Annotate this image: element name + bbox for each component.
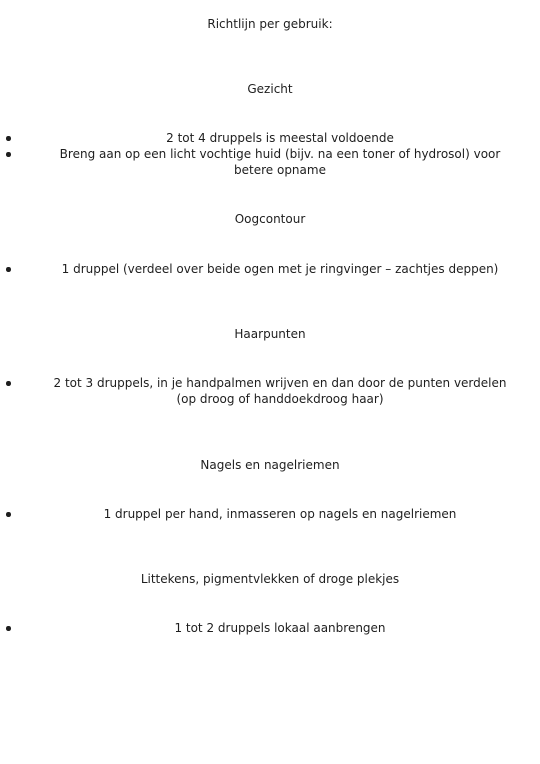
list-item-text: 1 druppel per hand, inmasseren op nagels en nagelriemen <box>103 507 457 521</box>
list-item-text: 2 tot 4 druppels is meestal voldoende <box>166 131 394 145</box>
list-item-text: 1 druppel (verdeel over beide ogen met je ringvinger – zachtjes deppen) <box>61 262 499 276</box>
bullet-icon <box>6 626 11 631</box>
bullet-icon <box>6 152 11 157</box>
section-heading-littekens: Littekens, pigmentvlekken of droge plekjes <box>140 572 400 586</box>
list-item <box>0 375 540 407</box>
section-heading-gezicht: Gezicht <box>247 82 293 96</box>
bullet-icon <box>6 136 11 141</box>
section-heading-oogcontour: Oogcontour <box>234 212 306 226</box>
page-title: Richtlijn per gebruik: <box>207 17 333 31</box>
bullet-icon <box>6 267 11 272</box>
section-heading-haarpunten: Haarpunten <box>234 327 306 341</box>
list-item-text: 1 tot 2 druppels lokaal aanbrengen <box>174 621 386 635</box>
list-item <box>0 506 540 522</box>
list-item <box>0 146 540 178</box>
list-item <box>0 130 540 146</box>
list-item <box>0 261 540 277</box>
list-item <box>0 620 540 636</box>
list-item-text: Breng aan op een licht vochtige huid (bijv. na een toner of hydrosol) voor betere opname <box>59 147 501 177</box>
bullet-icon <box>6 512 11 517</box>
section-heading-nagels: Nagels en nagelriemen <box>200 458 340 472</box>
bullet-icon <box>6 381 11 386</box>
list-item-text: 2 tot 3 druppels, in je handpalmen wrijven en dan door de punten verdelen (op droog of handdoekdroog haar) <box>53 376 507 406</box>
